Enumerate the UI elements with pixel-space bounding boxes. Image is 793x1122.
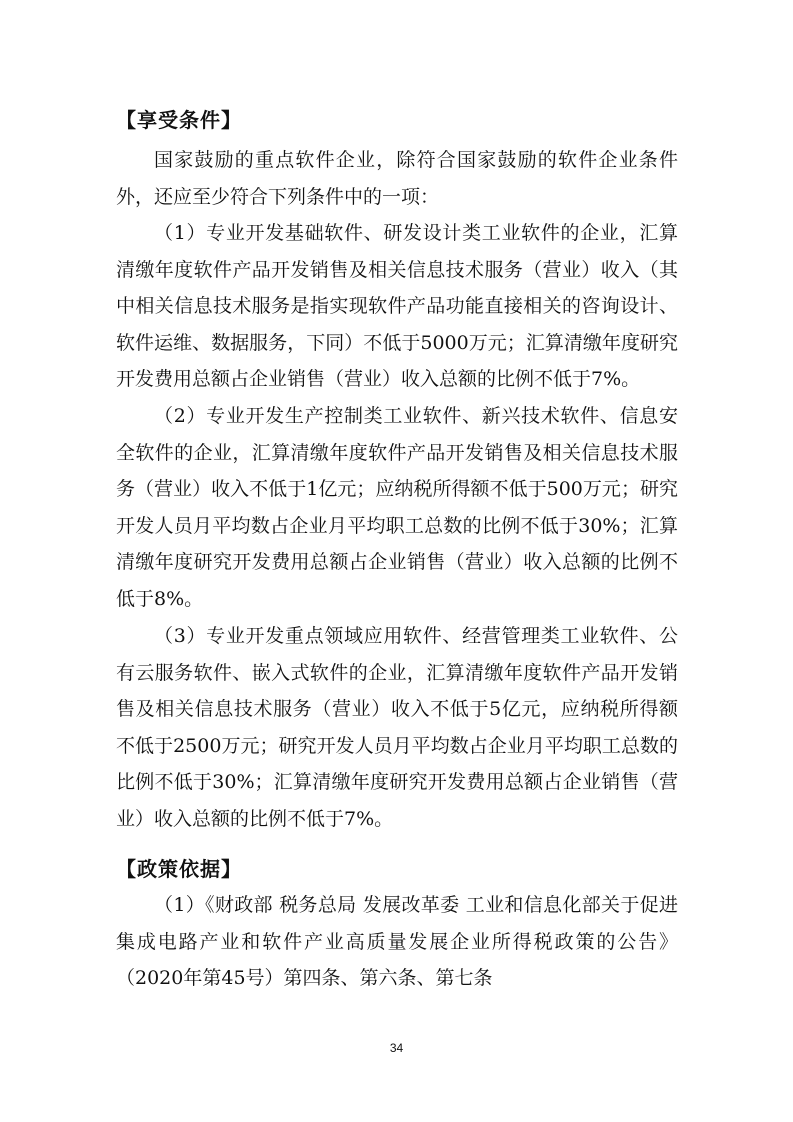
page-number: 34 xyxy=(389,1041,404,1055)
section-heading-policy-basis: 【政策依据】 xyxy=(116,857,242,881)
paragraph-condition-1: （1）专业开发基础软件、研发设计类工业软件的企业，汇算清缴年度软件产品开发销售及相关信息技术服务（营业）收入（其中相关信息技术服务是指实现软件产品功能直接相关的咨询设计、软件运维、数据服务，下同）不低于5000万元；汇算清缴年度研究开发费用总额占企业销售（营业）收入总额的比例不低于7%。 xyxy=(116,222,678,391)
paragraph-intro: 国家鼓励的重点软件企业，除符合国家鼓励的软件企业条件外，还应至少符合下列条件中的一项： xyxy=(116,149,678,208)
paragraph-condition-3: （3）专业开发重点领域应用软件、经营管理类工业软件、公有云服务软件、嵌入式软件的企业，汇算清缴年度软件产品开发销售及相关信息技术服务（营业）收入不低于5亿元，应纳税所得额不低于2500万元；研究开发人员月平均数占企业月平均职工总数的比例不低于30%；汇算清缴年度研究开发费用总额占企业销售（营业）收入总额的比例不低于7%。 xyxy=(116,625,678,830)
paragraph-policy-1: （1）《财政部 税务总局 发展改革委 工业和信息化部关于促进集成电路产业和软件产业高质量发展企业所得税政策的公告》（2020年第45号）第四条、第六条、第七条 xyxy=(116,894,678,990)
section-heading-conditions: 【享受条件】 xyxy=(116,108,242,132)
paragraph-condition-2: （2）专业开发生产控制类工业软件、新兴技术软件、信息安全软件的企业，汇算清缴年度软件产品开发销售及相关信息技术服务（营业）收入不低于1亿元；应纳税所得额不低于500万元；研究开发人员月平均数占企业月平均职工总数的比例不低于30%；汇算清缴年度研究开发费用总额占企业销售（营业）收入总额的比例不低于8%。 xyxy=(116,405,678,610)
